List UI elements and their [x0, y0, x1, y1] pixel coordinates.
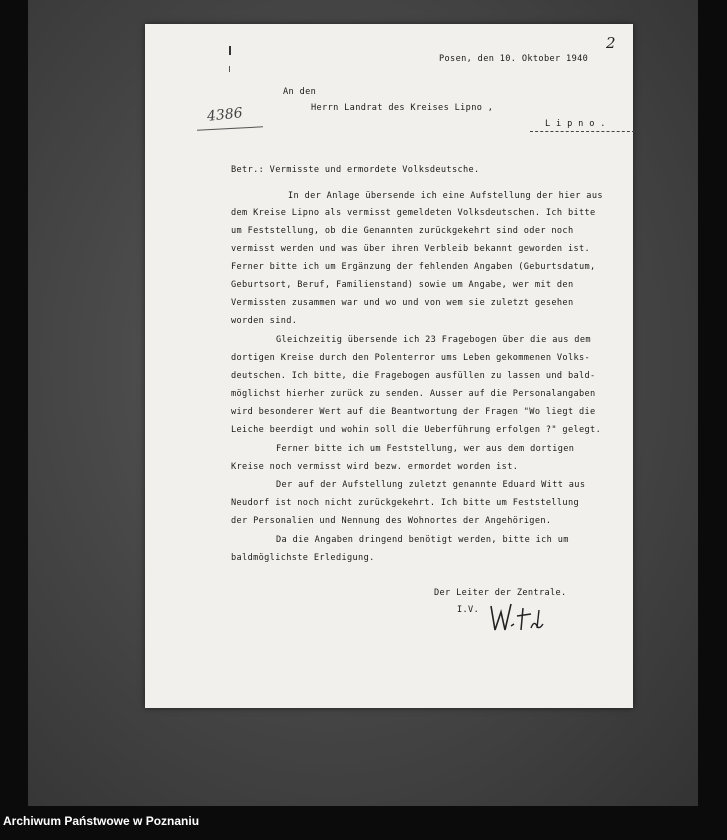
address-an-den: An den — [283, 87, 317, 97]
page-number: 2 — [606, 34, 616, 52]
margin-mark — [229, 46, 231, 55]
body-line: Leiche beerdigt und wohin soll die Ueberführung erfolgen ?" gelegt. — [231, 425, 602, 435]
city-underline — [530, 131, 635, 132]
body-line: deutschen. Ich bitte, die Fragebogen ausfüllen zu lassen und bald- — [231, 371, 596, 381]
address-city: L i p n o . — [545, 119, 606, 129]
body-line: um Feststellung, ob die Genannten zurückgekehrt sind oder noch — [231, 226, 574, 236]
body-line: Der auf der Aufstellung zuletzt genannte Eduard Witt aus — [276, 480, 586, 490]
body-line: wird besonderer Wert auf die Beantwortung der Fragen "Wo liegt die — [231, 407, 596, 417]
body-line: Gleichzeitig übersende ich 23 Fragebogen über die aus dem — [276, 335, 591, 345]
body-line: baldmöglichste Erledigung. — [231, 553, 375, 563]
file-number-underline — [197, 126, 263, 130]
body-line: dem Kreise Lipno als vermisst gemeldeten Volksdeutschen. Ich bitte — [231, 208, 596, 218]
body-line: möglichst hierher zurück zu senden. Ausser auf die Personalangaben — [231, 389, 596, 399]
body-line: der Personalien und Nennung des Wohnortes der Angehörigen. — [231, 516, 552, 526]
body-line: vermisst werden und was über ihren Verbleib bekannt geworden ist. — [231, 244, 591, 254]
body-line: dortigen Kreise durch den Polenterror ums Leben gekommenen Volks- — [231, 353, 591, 363]
body-line: Da die Angaben dringend benötigt werden, bitte ich um — [276, 535, 569, 545]
closing-title: Der Leiter der Zentrale. — [434, 588, 567, 598]
signature — [485, 600, 555, 640]
body-line: In der Anlage übersende ich eine Aufstellung der hier aus — [288, 191, 603, 201]
file-number: 4386 — [206, 105, 244, 125]
body-line: worden sind. — [231, 316, 298, 326]
body-line: Kreise noch vermisst wird bezw. ermordet worden ist. — [231, 462, 519, 472]
archive-caption: Archiwum Państwowe w Poznaniu — [3, 814, 200, 828]
letter-page — [145, 24, 633, 708]
closing-iv: I.V. — [457, 605, 480, 615]
archive-caption-bar — [0, 812, 727, 840]
body-line: Vermissten zusammen war und wo und von wem sie zuletzt gesehen — [231, 298, 574, 308]
subject-line: Betr.: Vermisste und ermordete Volksdeutsche. — [231, 165, 480, 175]
body-line: Neudorf ist noch nicht zurückgekehrt. Ich bitte um Feststellung — [231, 498, 580, 508]
body-line: Ferner bitte ich um Ergänzung der fehlenden Angaben (Geburtsdatum, — [231, 262, 596, 272]
margin-mark — [229, 66, 230, 72]
address-recipient: Herrn Landrat des Kreises Lipno , — [311, 103, 494, 113]
place-date: Posen, den 10. Oktober 1940 — [439, 54, 589, 64]
body-line: Ferner bitte ich um Feststellung, wer aus dem dortigen — [276, 444, 575, 454]
body-line: Geburtsort, Beruf, Familienstand) sowie um Angabe, wer mit den — [231, 280, 574, 290]
